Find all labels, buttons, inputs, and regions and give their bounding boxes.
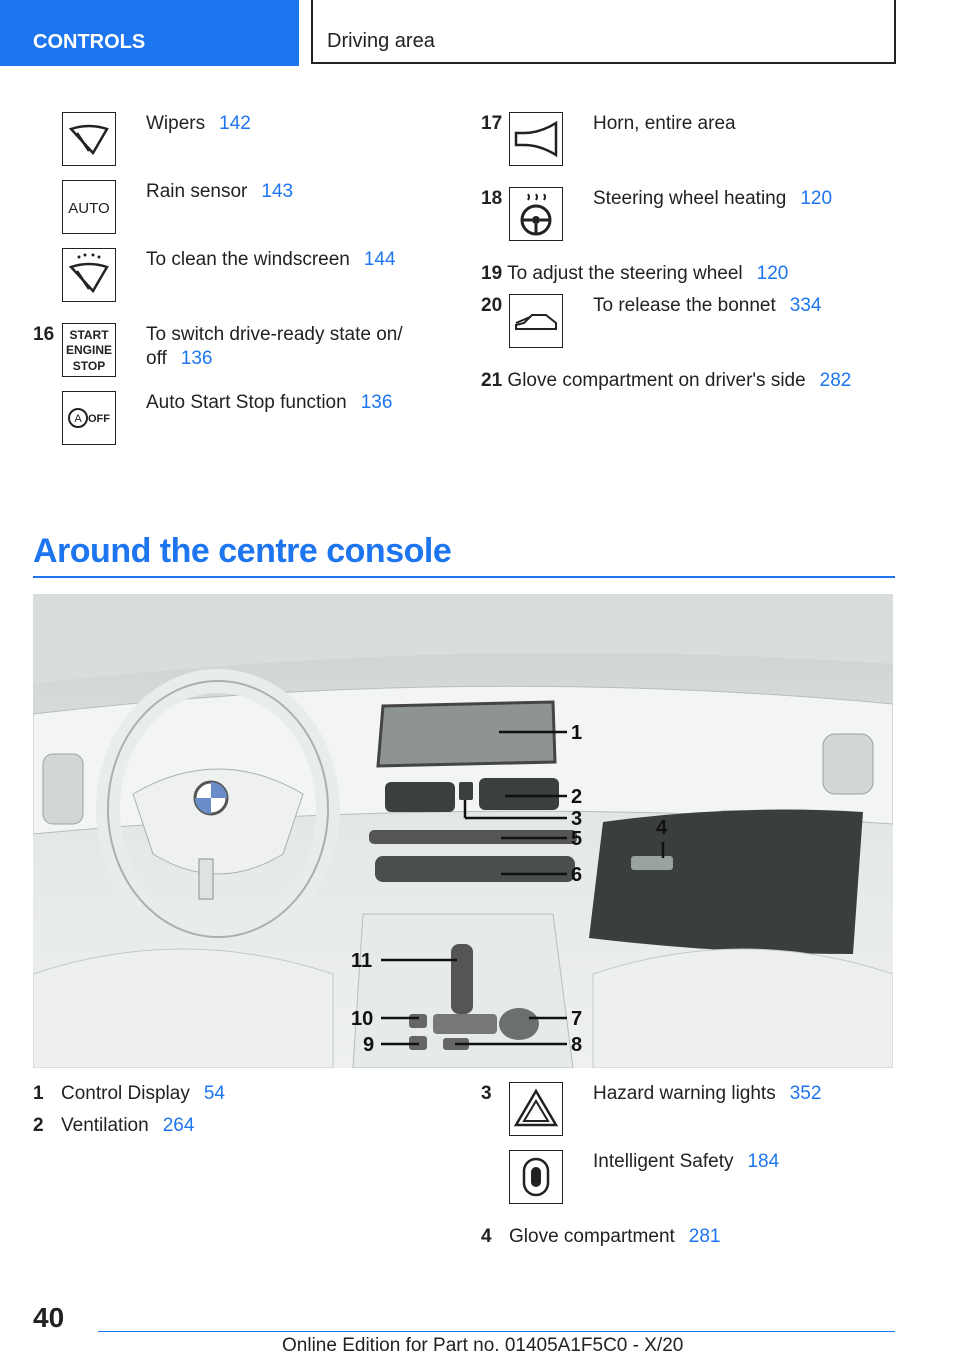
item-number: 21 (481, 370, 503, 391)
item-wheel-heating: Steering wheel heating 120 (593, 188, 833, 209)
washer-icon (62, 248, 116, 302)
item-number: 18 (481, 188, 503, 209)
item-bonnet: To release the bonnet 334 (593, 295, 822, 316)
footer-rule (98, 1331, 895, 1332)
section-heading: Around the centre console (33, 532, 452, 570)
page-header (0, 0, 960, 66)
item-number: 1 (33, 1083, 44, 1104)
page-ref[interactable]: 264 (162, 1115, 195, 1136)
item-number: 17 (481, 113, 503, 134)
auto-icon-label: AUTO (68, 200, 110, 217)
page-ref[interactable]: 144 (363, 249, 396, 270)
item-auto-start-stop: Auto Start Stop function 136 (146, 392, 393, 413)
chapter-tab: Driving area (311, 0, 896, 64)
horn-icon (509, 112, 563, 166)
bonnet-icon (509, 294, 563, 348)
callout-6: 6 (571, 864, 583, 886)
auto-start-stop-icon (62, 391, 116, 445)
item-number: 3 (481, 1083, 492, 1104)
page-ref[interactable]: 184 (747, 1151, 780, 1172)
item-number: 16 (33, 324, 55, 345)
item-wipers: Wipers 142 (146, 113, 251, 134)
callout-8: 8 (571, 1034, 583, 1056)
item-number: 2 (33, 1115, 44, 1136)
heading-rule (33, 576, 895, 578)
page-ref[interactable]: 282 (819, 370, 852, 391)
page-ref[interactable]: 281 (688, 1226, 721, 1247)
page-ref[interactable]: 120 (756, 263, 789, 284)
callout-9: 9 (363, 1034, 375, 1056)
page-ref[interactable]: 143 (261, 181, 294, 202)
centre-console-illustration (33, 594, 893, 1068)
callout-4: 4 (656, 817, 668, 839)
svg-text:A: A (74, 413, 82, 425)
callout-5: 5 (571, 828, 583, 850)
auto-icon (62, 180, 116, 234)
item-intelligent-safety: Intelligent Safety 184 (593, 1151, 780, 1172)
item-horn: Horn, entire area (593, 113, 736, 134)
hazard-icon (509, 1082, 563, 1136)
callout-3: 3 (571, 808, 583, 830)
callout-7: 7 (571, 1008, 583, 1030)
item-adjust-wheel: 19 To adjust the steering wheel 120 (481, 263, 789, 284)
footer-edition: Online Edition for Part no. 01405A1F5C0 - X/20 (282, 1335, 684, 1356)
item-drive-ready: To switch drive-ready state on/ off 136 (146, 324, 403, 369)
item-clean-windscreen: To clean the windscreen 144 (146, 249, 396, 270)
item-hazard: Hazard warning lights 352 (593, 1083, 822, 1104)
start-label: START (69, 328, 109, 342)
callout-2: 2 (571, 786, 583, 808)
start-stop-icon (62, 323, 116, 377)
page-ref[interactable]: 54 (203, 1083, 225, 1104)
item-ventilation: 2 Ventilation 264 (33, 1115, 195, 1136)
page-ref[interactable]: 136 (180, 348, 213, 369)
item-number: 19 (481, 263, 503, 284)
wiper-icon (62, 112, 116, 166)
callout-1: 1 (571, 722, 583, 744)
steering-heat-icon (509, 187, 563, 241)
page-number: 40 (33, 1302, 65, 1333)
page-ref[interactable]: 136 (360, 392, 393, 413)
item-control-display: 1 Control Display 54 (33, 1083, 225, 1104)
item-rain-sensor: Rain sensor 143 (146, 181, 294, 202)
page-ref[interactable]: 120 (800, 188, 833, 209)
stop-label: STOP (72, 359, 106, 373)
section-label: CONTROLS (0, 0, 299, 66)
page-ref[interactable]: 334 (789, 295, 822, 316)
page-ref[interactable]: 142 (219, 113, 251, 134)
item-number: 4 (481, 1226, 492, 1247)
callout-11: 11 (351, 950, 373, 972)
off-label: OFF (88, 413, 110, 425)
page-ref[interactable]: 352 (789, 1083, 822, 1104)
item-glove-driver: 21 Glove compartment on driver's side 282 (481, 370, 852, 391)
item-glove-compartment: 4 Glove compartment 281 (481, 1226, 721, 1247)
callout-10: 10 (351, 1008, 374, 1030)
intelligent-safety-icon (509, 1150, 563, 1204)
engine-label: ENGINE (65, 343, 113, 357)
item-number: 20 (481, 295, 503, 316)
